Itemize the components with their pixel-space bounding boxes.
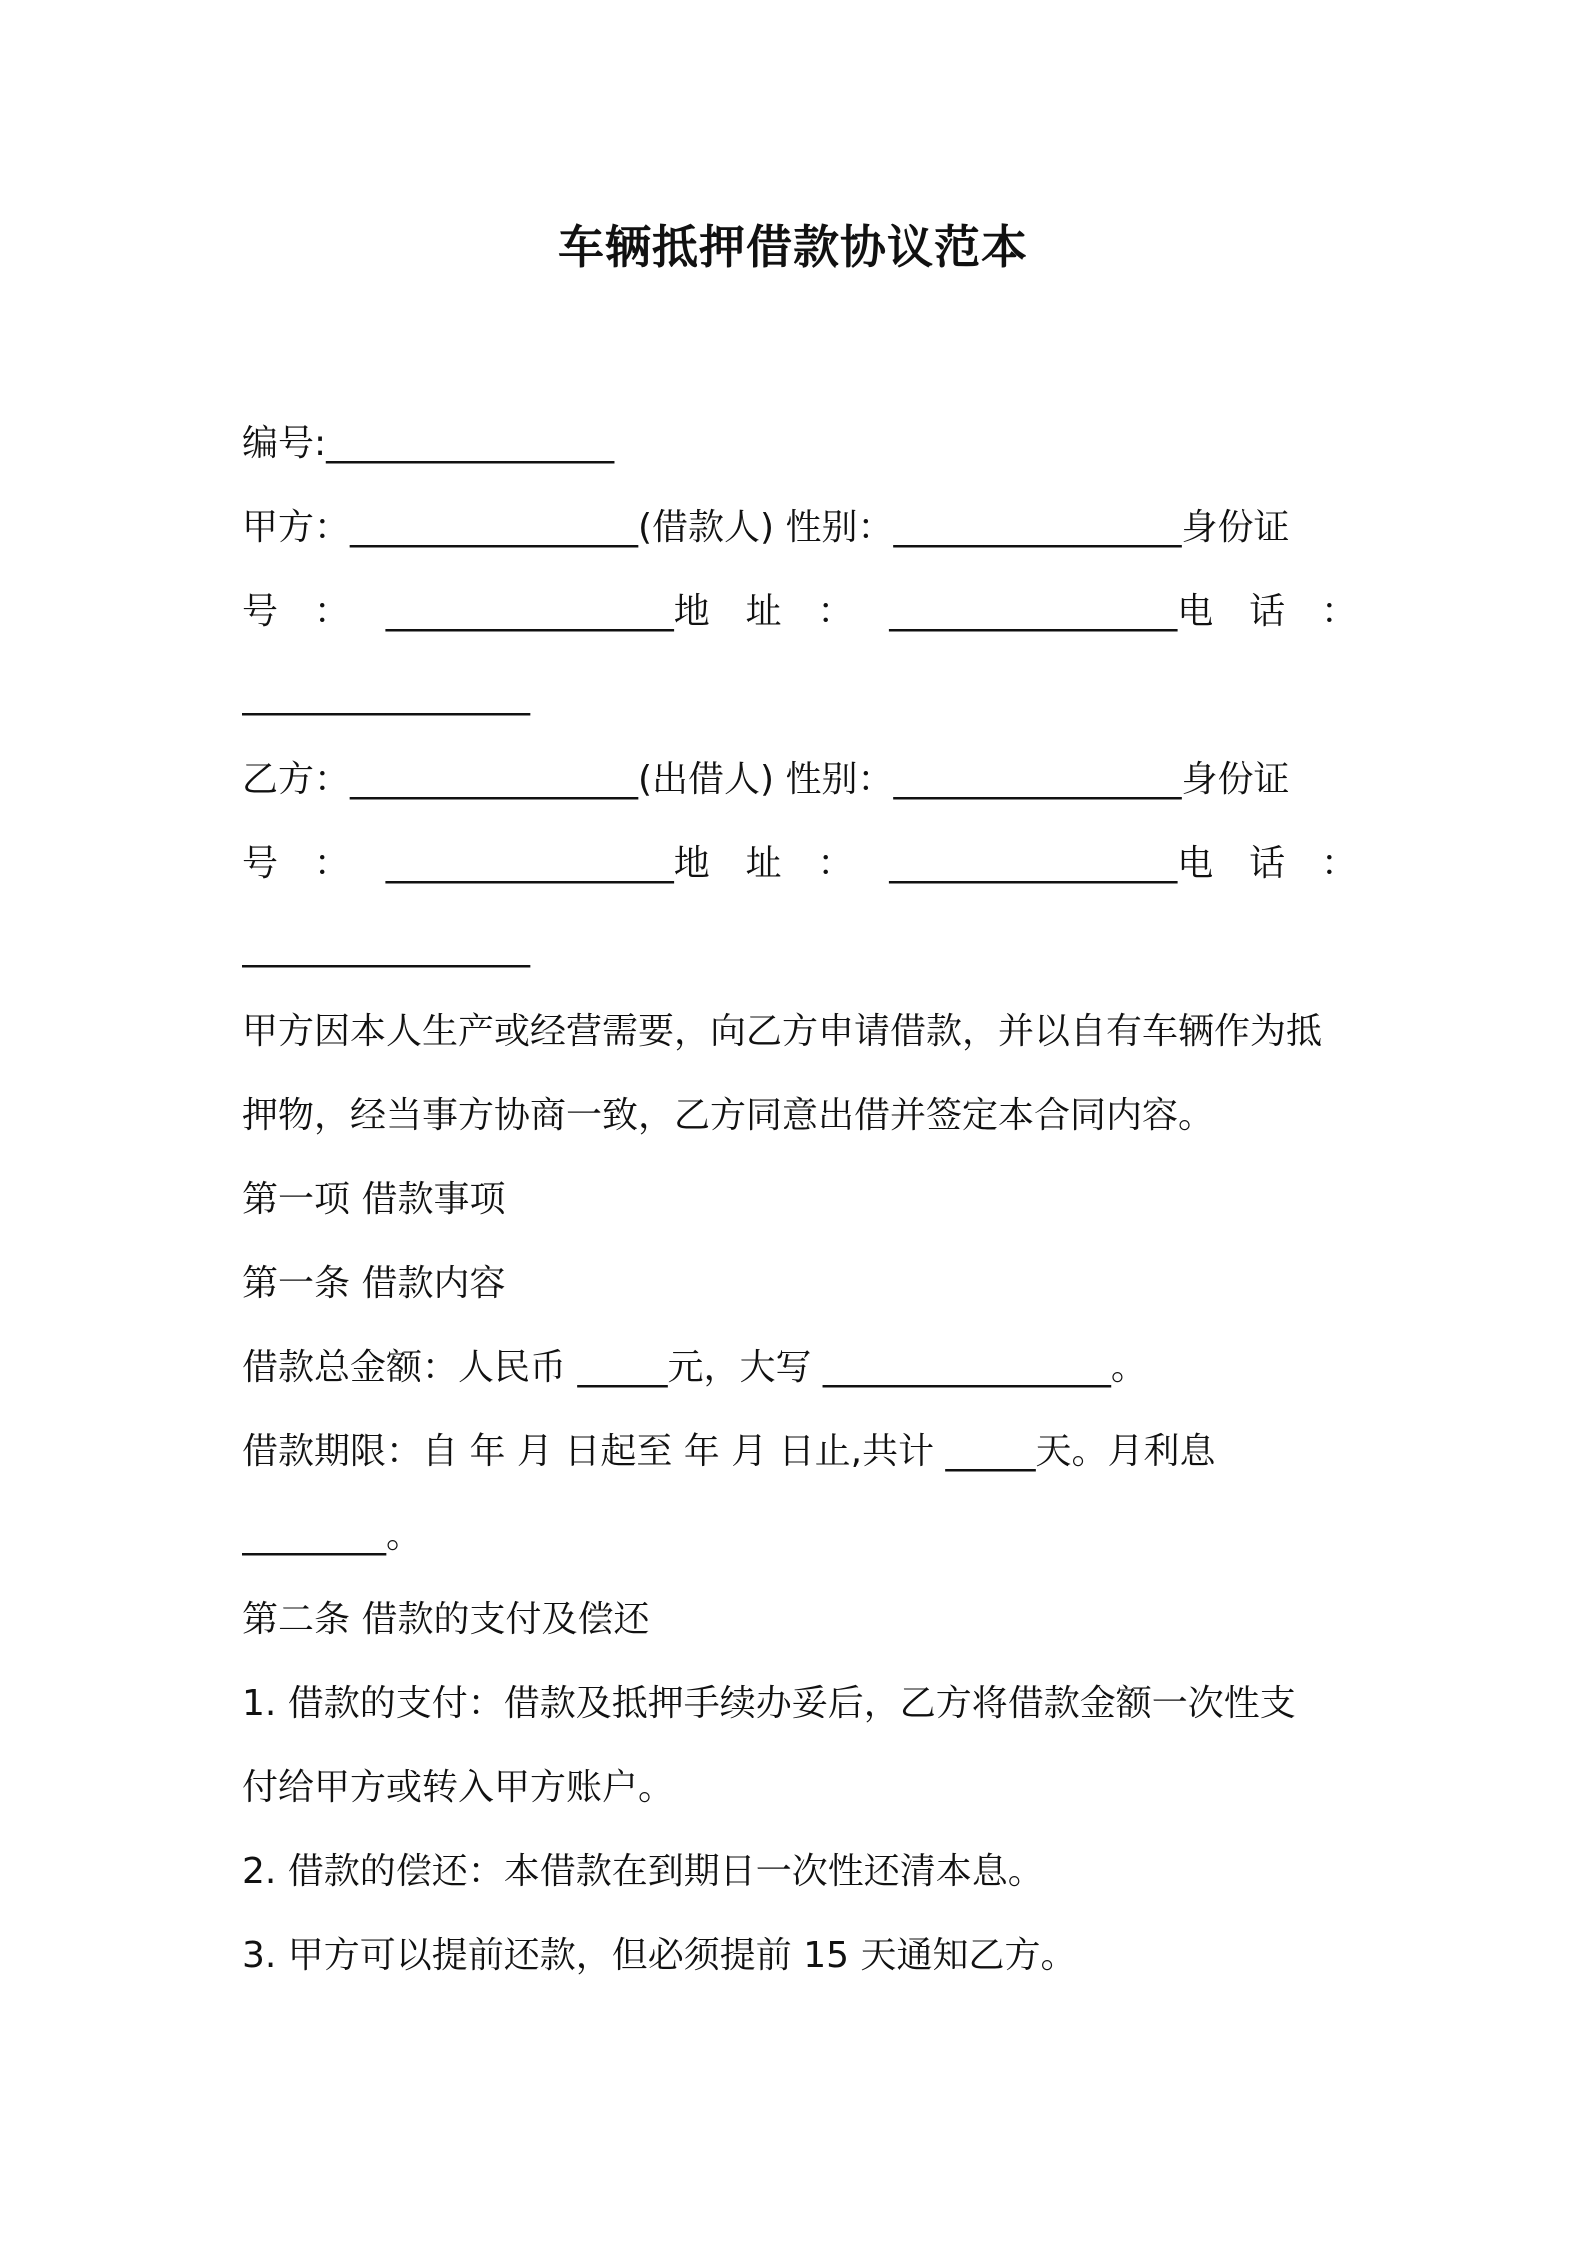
preamble-line-1: 甲方因本人生产或经营需要，向乙方申请借款，并以自有车辆作为抵: [242, 1011, 1323, 1052]
party-b-id-char: 号: [242, 843, 279, 884]
party-b-id-blank-address: ________________地: [385, 843, 710, 884]
repayment-clause-line: 2. 借款的偿还：本借款在到期日一次性还清本息。: [242, 1851, 1044, 1892]
article-1-heading: 第一条 借款内容: [242, 1263, 506, 1304]
loan-amount-line: 借款总金额：人民币 _____元，大写 ________________。: [242, 1347, 1147, 1388]
loan-term-line: 借款期限：自 年 月 日起至 年 月 日止,共计 _____天。月利息: [242, 1431, 1216, 1472]
section-heading: 第一项 借款事项: [242, 1179, 506, 1220]
party-a-line: 甲方：________________(借款人) 性别：________________身份证: [242, 507, 1290, 548]
party-a-address-blank-phone: ________________电: [889, 591, 1214, 632]
preamble-line-2: 押物，经当事方协商一致，乙方同意出借并签定本合同内容。: [242, 1095, 1215, 1136]
contract-number-line: 编号:________________: [242, 423, 615, 464]
article-2-heading: 第二条 借款的支付及偿还: [242, 1599, 650, 1640]
party-a-address-colon: ：: [817, 591, 854, 632]
document-body: [242, 402, 1357, 1998]
party-b-address-blank-phone: ________________电: [889, 843, 1214, 884]
monthly-interest-line: ________。: [242, 1515, 423, 1556]
party-a-phone-char: 话: [1249, 591, 1286, 632]
party-a-id-address-phone-line: [242, 570, 1357, 654]
party-a-id-colon: ：: [313, 591, 350, 632]
party-a-phone-colon: ：: [1320, 591, 1357, 632]
document-title: 车辆抵押借款协议范本: [558, 220, 1028, 274]
party-b-phone-colon: ：: [1320, 843, 1357, 884]
party-b-phone-blank-line: ________________: [242, 927, 530, 968]
party-b-id-colon: ：: [313, 843, 350, 884]
party-a-id-char: 号: [242, 591, 279, 632]
party-b-line: 乙方：________________(出借人) 性别：________________身份证: [242, 759, 1290, 800]
party-a-id-blank-address: ________________地: [385, 591, 710, 632]
party-a-address-char: 址: [745, 591, 782, 632]
party-a-phone-blank-line: ________________: [242, 675, 530, 716]
early-repayment-clause-line: 3. 甲方可以提前还款，但必须提前 15 天通知乙方。: [242, 1935, 1077, 1976]
party-b-address-char: 址: [745, 843, 782, 884]
payment-clause-line-1: 1. 借款的支付：借款及抵押手续办妥后，乙方将借款金额一次性支: [242, 1683, 1296, 1724]
party-b-id-address-phone-line: [242, 822, 1357, 906]
party-b-address-colon: ：: [817, 843, 854, 884]
party-b-phone-char: 话: [1249, 843, 1286, 884]
payment-clause-line-2: 付给甲方或转入甲方账户。: [242, 1767, 675, 1808]
